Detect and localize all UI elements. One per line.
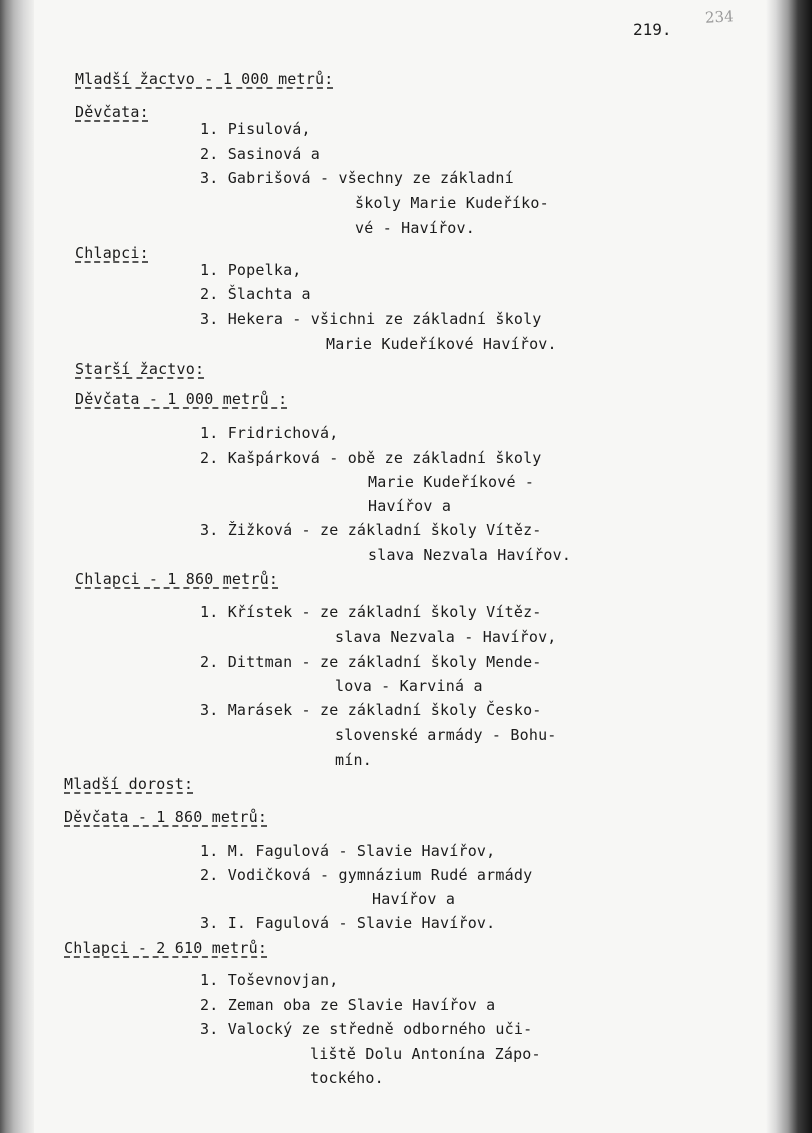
result-continuation: školy Marie Kudeříko- — [355, 194, 549, 212]
page-number: 219. — [633, 20, 672, 39]
result-continuation: tockého. — [310, 1069, 384, 1087]
category-heading: Chlapci - 2 610 metrů: — [64, 939, 268, 957]
section-heading: Mladší žactvo - 1 000 metrů: — [75, 70, 334, 88]
archive-stamp-number: 234 — [704, 7, 735, 27]
category-heading: Děvčata - 1 860 metrů: — [64, 808, 268, 826]
result-line: 1. Fridrichová, — [200, 424, 339, 442]
scan-right-edge — [766, 0, 812, 1133]
category-heading: Chlapci - 1 860 metrů: — [75, 570, 279, 588]
result-continuation: vé - Havířov. — [355, 219, 475, 237]
result-line: 3. Hekera - všichni ze základní školy — [200, 310, 542, 328]
result-line: 1. M. Fagulová - Slavie Havířov, — [200, 842, 496, 860]
result-line: 2. Zeman oba ze Slavie Havířov a — [200, 996, 496, 1014]
result-line: 1. Křístek - ze základní školy Vítěz- — [200, 603, 542, 621]
result-continuation: slava Nezvala - Havířov, — [335, 628, 557, 646]
result-continuation: slovenské armády - Bohu- — [335, 726, 557, 744]
result-continuation: lova - Karviná a — [335, 677, 483, 695]
result-continuation: Marie Kudeříkové Havířov. — [326, 335, 557, 353]
result-line: 1. Pisulová, — [200, 120, 311, 138]
scan-left-edge — [0, 0, 34, 1133]
result-continuation: Marie Kudeříkové - — [368, 473, 535, 491]
result-line: 3. Marásek - ze základní školy Česko- — [200, 701, 542, 719]
result-line: 3. Valocký ze středně odborného uči- — [200, 1020, 533, 1038]
result-line: 2. Sasinová a — [200, 145, 320, 163]
result-line: 3. Gabrišová - všechny ze základní — [200, 169, 514, 187]
result-continuation: Havířov a — [368, 497, 452, 515]
section-heading: Starší žactvo: — [75, 360, 205, 378]
result-continuation: Havířov a — [372, 890, 456, 908]
category-heading: Chlapci: — [75, 244, 149, 262]
result-continuation: mín. — [335, 751, 372, 769]
result-continuation: liště Dolu Antonína Zápo- — [310, 1045, 541, 1063]
section-heading: Mladší dorost: — [64, 775, 194, 793]
result-line: 3. I. Fagulová - Slavie Havířov. — [200, 914, 496, 932]
result-line: 2. Kašpárková - obě ze základní školy — [200, 449, 542, 467]
category-heading: Děvčata - 1 000 metrů : — [75, 390, 288, 408]
category-heading: Děvčata: — [75, 103, 149, 121]
result-continuation: slava Nezvala Havířov. — [368, 546, 572, 564]
result-line: 3. Žižková - ze základní školy Vítěz- — [200, 521, 542, 539]
result-line: 1. Popelka, — [200, 261, 302, 279]
result-line: 2. Dittman - ze základní školy Mende- — [200, 653, 542, 671]
result-line: 2. Vodičková - gymnázium Rudé armády — [200, 866, 533, 884]
result-line: 2. Šlachta a — [200, 285, 311, 303]
result-line: 1. Toševnovjan, — [200, 971, 339, 989]
